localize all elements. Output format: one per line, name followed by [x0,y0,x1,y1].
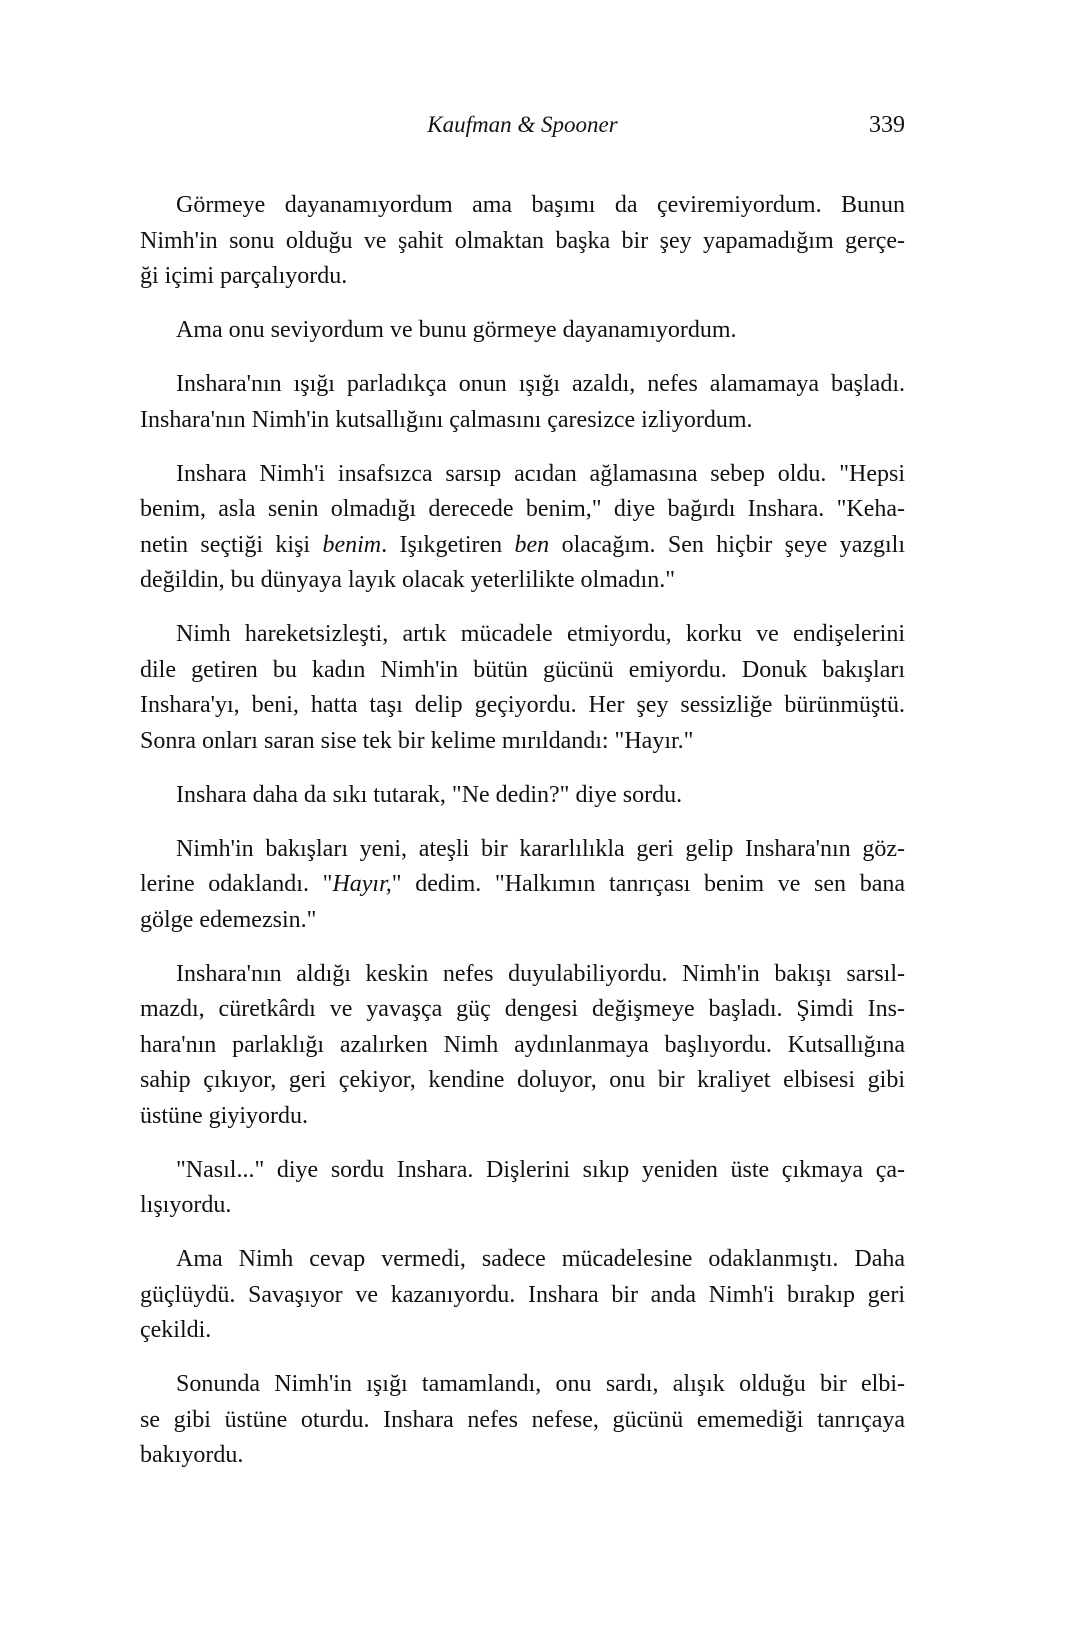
text-line: lışıyordu. [140,1192,232,1218]
text-line: Inshara'nın Nimh'in kutsallığını çalmasını çaresizce izliyordum. [140,406,753,433]
text-line: çekildi. [140,1317,212,1343]
text-line: Sonunda Nimh'in ışığı tamamlandı, onu sardı, alışık olduğu bir elbi- [176,1371,905,1397]
paragraph [140,778,905,814]
text-line: Inshara'yı, beni, hatta taşı delip geçiyordu. Her şey sessizliğe bürünmüştü. [140,692,905,718]
paragraph [140,617,905,759]
text-segment: olacağım. Sen hiçbir şeye yazgılı [549,531,905,558]
text-line: mazdı, cüretkârdı ve yavaşça güç dengesi değişmeye başladı. Şimdi Ins- [140,996,905,1022]
text-line: sahip çıkıyor, geri çekiyor, kendine doluyor, onu bir kraliyet elbisesi gibi [140,1067,905,1093]
paragraph [140,313,905,349]
italic-emphasis: ben [514,531,550,558]
text-line: üstüne giyiyordu. [140,1102,308,1129]
paragraph [140,832,905,939]
text-line: Inshara daha da sıkı tutarak, "Ne dedin?" diye sordu. [176,781,683,808]
page-header [140,112,905,146]
text-line: Nimh'in sonu olduğu ve şahit olmaktan başka bir şey yapamadığım gerçe- [140,227,905,254]
text-line: değildin, bu dünyaya layık olacak yeterlilikte olmadın." [140,567,675,593]
page-number: 339 [869,112,905,138]
text-line [140,867,905,903]
paragraph [140,1153,905,1224]
text-line: hara'nın parlaklığı azalırken Nimh aydınlanmaya başlıyordu. Kutsallığına [140,1031,905,1058]
text-line: Ama Nimh cevap vermedi, sadece mücadelesine odaklanmıştı. Daha [176,1246,905,1272]
text-line: Nimh'in bakışları yeni, ateşli bir kararlılıkla geri gelip Inshara'nın göz- [176,835,905,862]
text-line: Inshara Nimh'i insafsızca sarsıp acıdan ağlamasına sebep oldu. "Hepsi [176,460,905,487]
text-line: Inshara'nın ışığı parladıkça onun ışığı azaldı, nefes alamamaya başladı. [176,371,905,397]
text-line: Görmeye dayanamıyordum ama başımı da çeviremiyordum. Bunun [176,192,905,218]
paragraph [140,367,905,438]
running-title: Kaufman & Spooner [427,112,618,137]
body-text [140,188,905,1492]
text-segment: lerine odaklandı. " [140,871,333,897]
text-line: "Nasıl..." diye sordu Inshara. Dişlerini sıkıp yeniden üste çıkmaya ça- [176,1156,905,1183]
text-segment: netin seçtiği kişi [140,531,323,558]
paragraph [140,1242,905,1349]
paragraph [140,1367,905,1474]
text-segment: . Işıkgetiren [381,531,515,558]
text-line: se gibi üstüne oturdu. Inshara nefes nefese, gücünü ememediği tanrıçaya [140,1406,905,1433]
text-line: benim, asla senin olmadığı derecede benim," diye bağırdı Inshara. "Keha- [140,496,905,522]
italic-emphasis: Hayır, [332,871,392,897]
text-line: güçlüydü. Savaşıyor ve kazanıyordu. Inshara bir anda Nimh'i bırakıp geri [140,1281,905,1308]
paragraph [140,457,905,599]
text-line: gölge edemezsin." [140,906,317,933]
text-line: Inshara'nın aldığı keskin nefes duyulabiliyordu. Nimh'in bakışı sarsıl- [176,960,905,987]
paragraph [140,188,905,295]
text-line: Ama onu seviyordum ve bunu görmeye dayanamıyordum. [176,317,737,343]
text-line [140,528,905,564]
text-segment: " dedim. "Halkımın tanrıçası benim ve sen bana [391,871,906,897]
text-line: dile getiren bu kadın Nimh'in bütün gücünü emiyordu. Donuk bakışları [140,656,905,683]
paragraph [140,957,905,1135]
text-line: Nimh hareketsizleşti, artık mücadele etmiyordu, korku ve endişelerini [176,621,905,647]
text-line: Sonra onları saran sise tek bir kelime mırıldandı: "Hayır." [140,727,694,754]
italic-emphasis: benim [322,531,382,558]
text-line: bakıyordu. [140,1442,244,1468]
text-line: ği içimi parçalıyordu. [140,263,348,289]
